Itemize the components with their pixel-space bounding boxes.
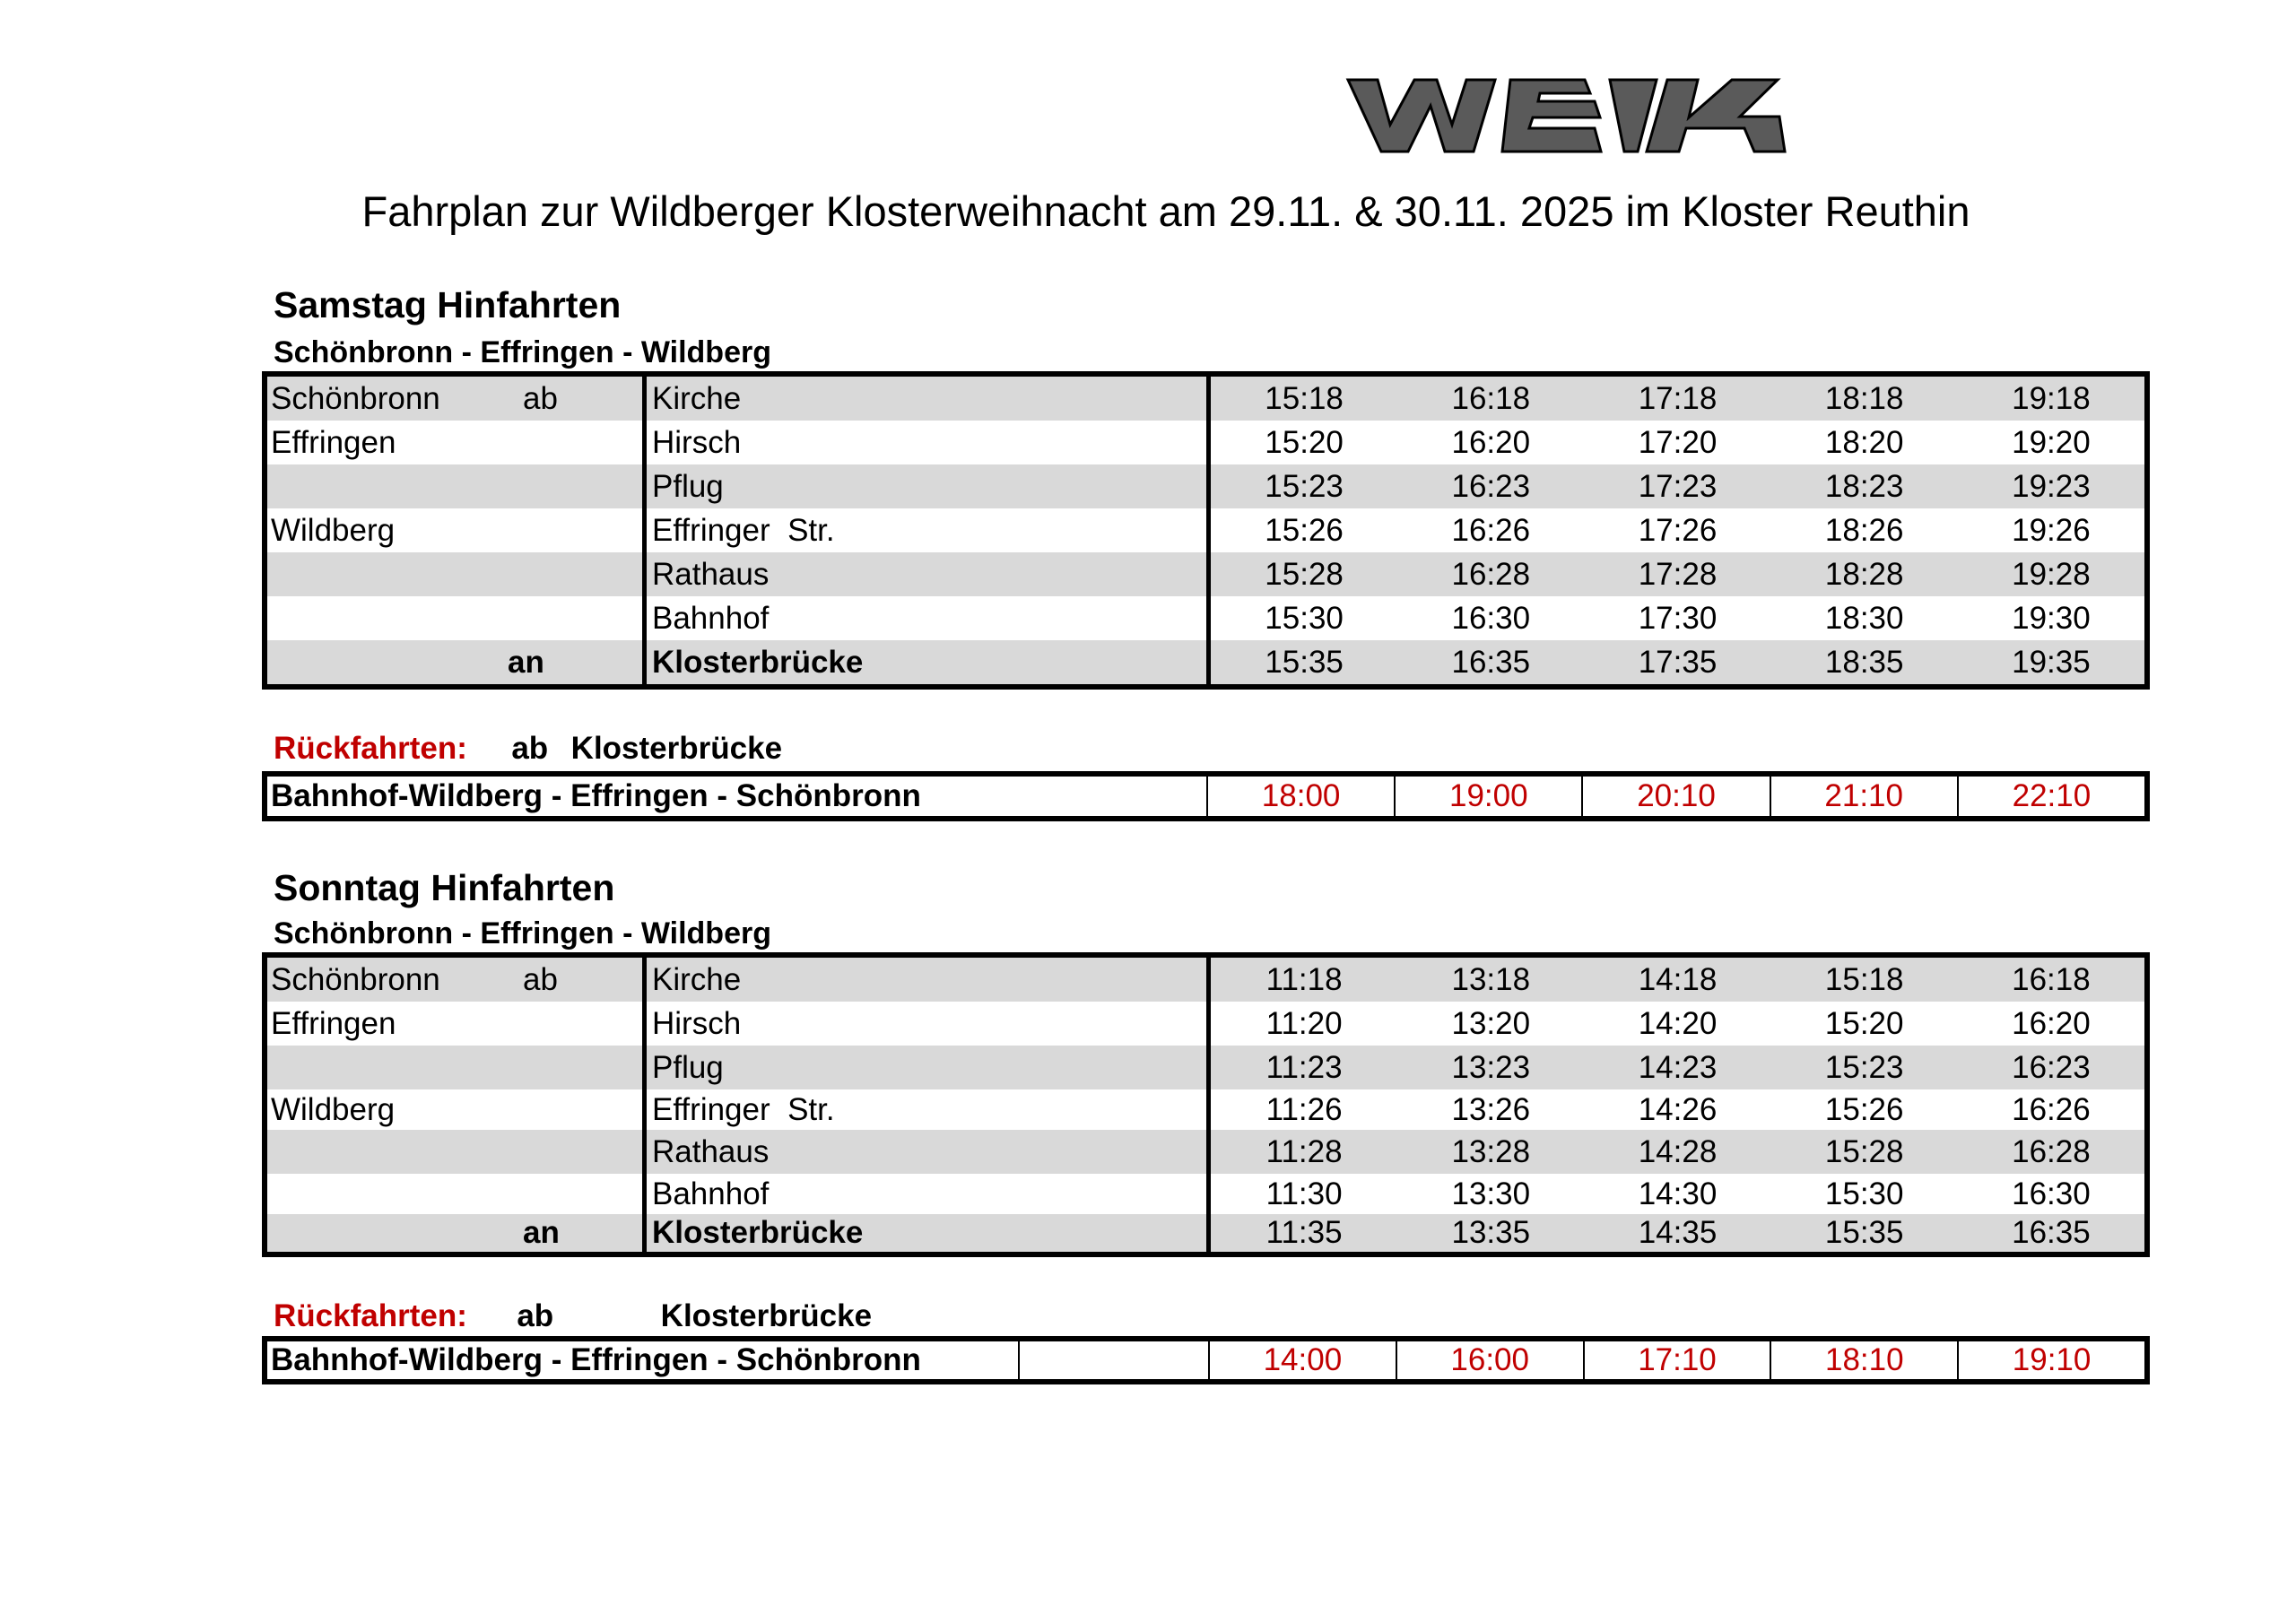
weik-logo	[1341, 74, 2076, 156]
time-cell: 17:23	[1638, 468, 1718, 504]
time-cell: 16:26	[1451, 512, 1531, 548]
time-cell: 13:18	[1451, 961, 1531, 997]
time-cell: 16:23	[2012, 1049, 2091, 1085]
arrival-marker: an	[523, 1215, 560, 1250]
time-cell: 14:20	[1638, 1005, 1718, 1041]
table-row	[267, 1046, 2144, 1089]
time-cell: 11:18	[1265, 961, 1343, 997]
time-cell: 19:26	[2012, 512, 2091, 548]
place-label: Wildberg	[271, 512, 396, 548]
time-cell: 11:35	[1265, 1215, 1343, 1250]
time-cell: 19:23	[2012, 468, 2091, 504]
arrival-marker: an	[508, 644, 544, 680]
time-cell: 14:28	[1638, 1133, 1718, 1169]
return-from: Klosterbrücke	[660, 1298, 873, 1333]
return-time-cell: 16:00	[1396, 1341, 1583, 1379]
place-label: Effringen	[271, 424, 396, 460]
time-cell: 13:20	[1451, 1005, 1531, 1041]
table-row	[267, 596, 2144, 640]
table-row	[267, 508, 2144, 552]
time-cell: 17:18	[1638, 380, 1718, 416]
weik-logo-icon	[1341, 74, 2076, 156]
sunday-route-heading: Schönbronn - Effringen - Wildberg	[274, 916, 771, 950]
time-cell: 18:23	[1824, 468, 1904, 504]
return-time-cell: 14:00	[1208, 1341, 1396, 1379]
return-route: Bahnhof-Wildberg - Effringen - Schönbronn	[271, 778, 921, 813]
time-cell: 16:20	[2012, 1005, 2091, 1041]
stop-name: Kirche	[642, 377, 1206, 421]
return-time-cell: 18:00	[1206, 777, 1394, 816]
return-time-cell: 21:10	[1770, 777, 1957, 816]
sunday-outbound-table	[262, 952, 2150, 1257]
departure-marker: ab	[523, 380, 558, 416]
time-cell: 16:26	[2012, 1091, 2091, 1127]
time-cell: 18:30	[1824, 600, 1904, 636]
return-ab: ab	[511, 731, 549, 766]
table-row	[267, 640, 2144, 684]
sunday-return-table	[262, 1336, 2150, 1384]
sunday-heading: Sonntag Hinfahrten	[274, 867, 615, 908]
time-cell: 17:26	[1638, 512, 1718, 548]
saturday-heading: Samstag Hinfahrten	[274, 284, 622, 325]
time-cell: 17:28	[1638, 556, 1718, 592]
time-cell: 13:26	[1451, 1091, 1531, 1127]
table-row	[267, 958, 2144, 1002]
time-cell: 14:23	[1638, 1049, 1718, 1085]
time-cell: 16:28	[1451, 556, 1531, 592]
table-row	[267, 552, 2144, 596]
return-time-cell: 22:10	[1957, 777, 2144, 816]
time-cell: 15:26	[1265, 512, 1344, 548]
time-cell: 16:23	[1451, 468, 1531, 504]
time-cell: 14:18	[1638, 961, 1718, 997]
time-cell: 15:20	[1824, 1005, 1904, 1041]
table-row	[267, 1174, 2144, 1214]
time-cell: 13:23	[1451, 1049, 1531, 1085]
time-cell: 16:35	[2012, 1215, 2091, 1250]
return-route: Bahnhof-Wildberg - Effringen - Schönbronn	[271, 1342, 921, 1377]
time-cell: 15:20	[1265, 424, 1344, 460]
time-cell: 16:18	[1451, 380, 1531, 416]
place-label: Schönbronn	[271, 380, 440, 416]
return-time-cell: 19:10	[1957, 1341, 2144, 1379]
time-cell: 19:20	[2012, 424, 2091, 460]
time-cell: 18:35	[1824, 644, 1904, 680]
place-label: Effringen	[271, 1005, 396, 1041]
time-cell: 16:35	[1451, 644, 1531, 680]
sunday-return-label	[274, 1298, 872, 1335]
time-cell: 13:35	[1451, 1215, 1531, 1250]
time-cell: 15:23	[1824, 1049, 1904, 1085]
table-row	[267, 377, 2144, 421]
page-title: Fahrplan zur Wildberger Klosterweihnacht am 29.11. & 30.11. 2025 im Kloster Reuthin	[361, 187, 1970, 235]
time-cell: 15:23	[1265, 468, 1344, 504]
stop-name: Klosterbrücke	[642, 640, 1206, 684]
time-cell: 19:28	[2012, 556, 2091, 592]
time-cell: 16:20	[1451, 424, 1531, 460]
time-cell: 15:35	[1824, 1215, 1904, 1250]
return-time-cell: 19:00	[1394, 777, 1581, 816]
stop-name: Effringer Str.	[642, 1089, 1206, 1130]
time-cell: 14:30	[1638, 1176, 1718, 1211]
table-row	[267, 1214, 2144, 1252]
saturday-outbound-table	[262, 371, 2150, 690]
time-cell: 15:28	[1265, 556, 1344, 592]
time-cell: 18:28	[1824, 556, 1904, 592]
stop-name: Bahnhof	[642, 1174, 1206, 1214]
time-cell: 19:18	[2012, 380, 2091, 416]
time-cell: 16:18	[2012, 961, 2091, 997]
time-cell: 18:18	[1824, 380, 1904, 416]
table-row	[267, 1002, 2144, 1046]
time-cell: 14:26	[1638, 1091, 1718, 1127]
time-cell: 15:30	[1265, 600, 1344, 636]
time-cell: 13:30	[1451, 1176, 1531, 1211]
time-cell: 16:28	[2012, 1133, 2091, 1169]
time-cell: 16:30	[2012, 1176, 2091, 1211]
table-row	[267, 421, 2144, 464]
time-cell: 15:28	[1824, 1133, 1904, 1169]
stop-name: Pflug	[642, 464, 1206, 508]
time-cell: 18:26	[1824, 512, 1904, 548]
return-time-cell: 18:10	[1770, 1341, 1957, 1379]
return-title: Rückfahrten:	[274, 1298, 467, 1333]
stop-name: Rathaus	[642, 552, 1206, 596]
time-cell: 11:23	[1265, 1049, 1343, 1085]
empty-cell	[1018, 1341, 1208, 1379]
return-from: Klosterbrücke	[570, 731, 783, 766]
table-row	[267, 464, 2144, 508]
stop-name: Klosterbrücke	[642, 1214, 1206, 1252]
time-cell: 13:28	[1451, 1133, 1531, 1169]
stop-name: Pflug	[642, 1046, 1206, 1089]
saturday-route-heading: Schönbronn - Effringen - Wildberg	[274, 335, 771, 369]
table-row	[267, 1089, 2144, 1130]
time-cell: 17:35	[1638, 644, 1718, 680]
time-cell: 15:18	[1824, 961, 1904, 997]
stop-name: Rathaus	[642, 1130, 1206, 1174]
time-cell: 11:20	[1265, 1005, 1343, 1041]
table-row	[267, 1130, 2144, 1174]
stop-name: Hirsch	[642, 421, 1206, 464]
time-cell: 15:35	[1265, 644, 1344, 680]
time-cell: 14:35	[1638, 1215, 1718, 1250]
stop-name: Bahnhof	[642, 596, 1206, 640]
stop-name: Effringer Str.	[642, 508, 1206, 552]
time-cell: 11:28	[1265, 1133, 1343, 1169]
place-label: Schönbronn	[271, 961, 440, 997]
return-time-cell: 20:10	[1581, 777, 1769, 816]
time-cell: 17:30	[1638, 600, 1718, 636]
time-cell: 11:26	[1265, 1091, 1343, 1127]
time-cell: 15:18	[1265, 380, 1344, 416]
departure-marker: ab	[523, 961, 558, 997]
time-cell: 18:20	[1824, 424, 1904, 460]
return-ab: ab	[517, 1298, 554, 1333]
place-label: Wildberg	[271, 1091, 396, 1127]
return-time-cell: 17:10	[1583, 1341, 1770, 1379]
stop-name: Hirsch	[642, 1002, 1206, 1046]
time-cell: 15:30	[1824, 1176, 1904, 1211]
saturday-return-label	[274, 730, 782, 768]
time-cell: 17:20	[1638, 424, 1718, 460]
time-cell: 19:30	[2012, 600, 2091, 636]
stop-name: Kirche	[642, 958, 1206, 1002]
time-cell: 19:35	[2012, 644, 2091, 680]
time-cell: 15:26	[1824, 1091, 1904, 1127]
time-cell: 11:30	[1265, 1176, 1343, 1211]
saturday-return-table	[262, 771, 2150, 821]
return-title: Rückfahrten:	[274, 731, 467, 766]
time-cell: 16:30	[1451, 600, 1531, 636]
